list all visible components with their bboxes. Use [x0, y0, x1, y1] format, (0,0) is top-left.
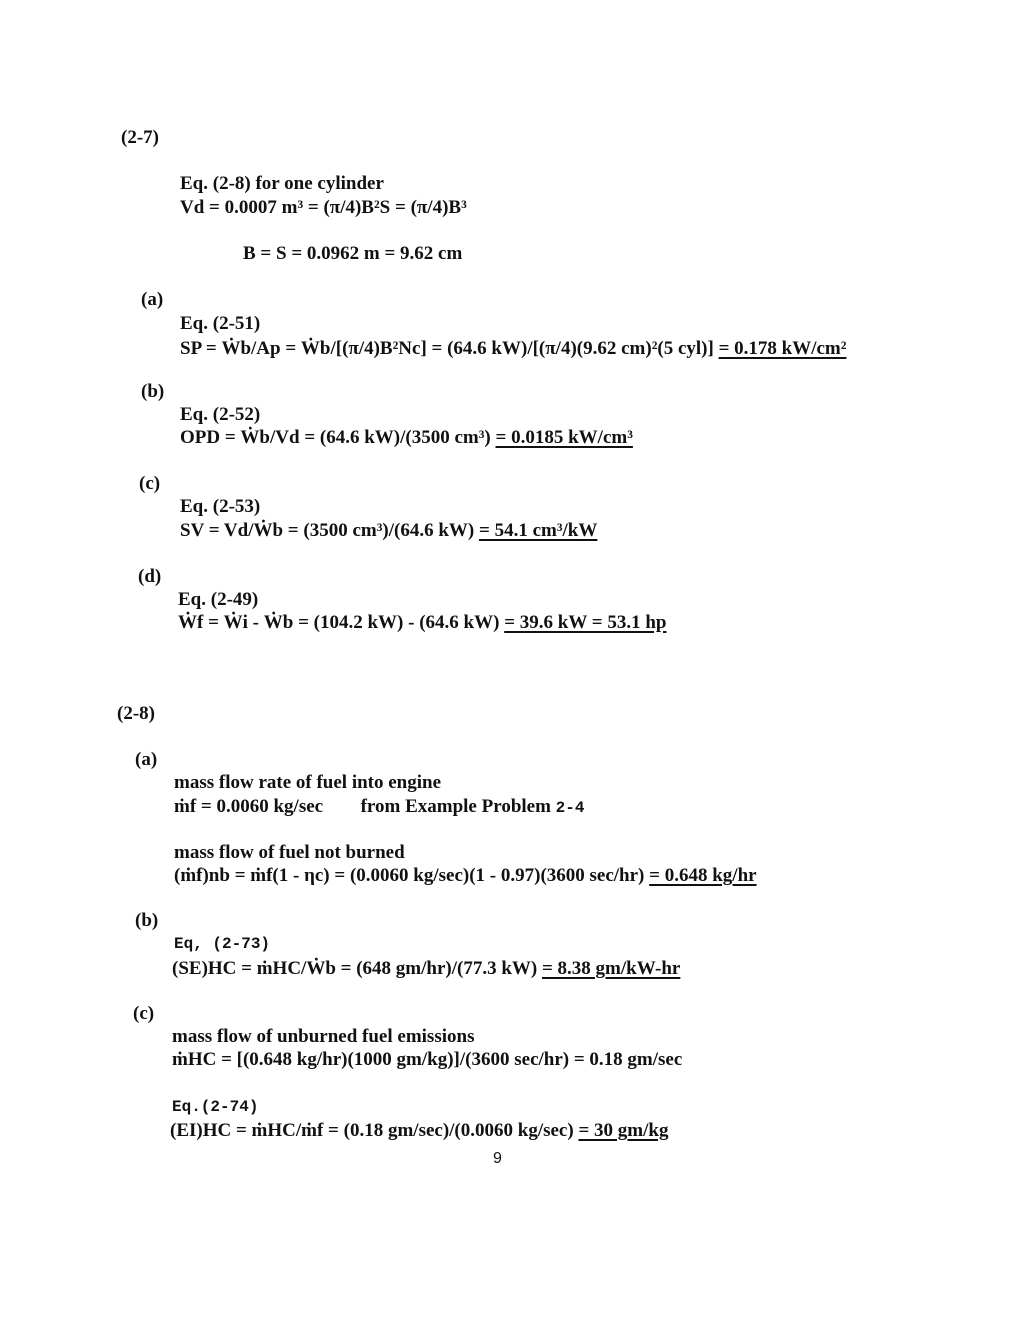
- source-problem-number: 2-4: [555, 799, 585, 817]
- part-b-label: (b): [141, 381, 165, 402]
- fuel-flow-value: ṁf = 0.0060 kg/sec: [174, 796, 324, 817]
- specific-volume-equation: [180, 521, 597, 540]
- bore-stroke-result: B = S = 0.0962 m = 9.62 cm: [243, 243, 463, 264]
- sv-calc: SV = Vd/Ẇb = (3500 cm³)/(64.6 kW): [180, 520, 475, 541]
- eq-ref-2-53: Eq. (2-53): [180, 496, 261, 517]
- hc-mass-flow-equation: ṁHC = [(0.648 kg/hr)(1000 gm/kg)]/(3600 sec/hr) = 0.18 gm/sec: [172, 1049, 683, 1070]
- fuel-flow-line: [174, 797, 584, 816]
- eq-ref-2-74: Eq.(2-74): [172, 1098, 259, 1116]
- problem-2-7-header: (2-7): [121, 127, 159, 148]
- eq-ref-2-52: Eq. (2-52): [180, 404, 261, 425]
- specific-emissions-calc: (SE)HC = ṁHC/Ẇb = (648 gm/hr)/(77.3 kW): [172, 958, 538, 979]
- emissions-index-result: = 30 gm/kg: [578, 1120, 669, 1141]
- friction-power-result: = 39.6 kW = 53.1 hp: [504, 612, 667, 633]
- unburned-flow-result: = 0.648 kg/hr: [649, 865, 757, 886]
- emissions-index-equation: [170, 1121, 668, 1140]
- unburned-flow-description: mass flow of fuel not burned: [174, 842, 405, 863]
- problem-2-8-header: (2-8): [117, 703, 155, 724]
- part-d-label: (d): [138, 566, 162, 587]
- part-b-label-2: (b): [135, 910, 159, 931]
- specific-emissions-equation: [172, 959, 680, 978]
- unburned-flow-calc: (ṁf)nb = ṁf(1 - ηc) = (0.0060 kg/sec)(1 - 0.97)(3600 sec/hr): [174, 865, 645, 886]
- specific-power-calc: SP = Ẇb/Ap = Ẇb/[(π/4)B²Nc] = (64.6 kW)/[(π/4)(9.62 cm)²(5 cyl)]: [180, 338, 714, 359]
- part-c-label: (c): [139, 473, 161, 494]
- eq-ref-2-51: Eq. (2-51): [180, 313, 261, 334]
- specific-power-equation: [180, 339, 846, 358]
- specific-power-result: = 0.178 kW/cm²: [718, 338, 847, 359]
- output-per-displacement-equation: [180, 428, 633, 447]
- page-number: 9: [493, 1150, 502, 1167]
- eq-ref-2-49: Eq. (2-49): [178, 589, 259, 610]
- friction-power-equation: [178, 613, 666, 632]
- part-a-label: (a): [141, 289, 164, 310]
- emissions-index-calc: (EI)HC = ṁHC/ṁf = (0.18 gm/sec)/(0.0060 kg/sec): [170, 1120, 574, 1141]
- eq-ref-2-8: Eq. (2-8) for one cylinder: [180, 173, 384, 194]
- displacement-equation: Vd = 0.0007 m³ = (π/4)B²S = (π/4)B³: [180, 197, 467, 218]
- opd-result: = 0.0185 kW/cm³: [495, 427, 633, 448]
- source-reference: from Example Problem: [360, 796, 551, 817]
- friction-power-calc: Ẇf = Ẇi - Ẇb = (104.2 kW) - (64.6 kW): [178, 612, 500, 633]
- fuel-flow-description: mass flow rate of fuel into engine: [174, 772, 442, 793]
- part-c-label-2: (c): [133, 1003, 155, 1024]
- sv-result: = 54.1 cm³/kW: [479, 520, 598, 541]
- part-a-label-2: (a): [135, 749, 158, 770]
- unburned-emissions-description: mass flow of unburned fuel emissions: [172, 1026, 475, 1047]
- unburned-flow-equation: [174, 866, 757, 885]
- eq-ref-2-73: Eq, (2-73): [174, 935, 271, 953]
- specific-emissions-result: = 8.38 gm/kW-hr: [541, 958, 681, 979]
- opd-calc: OPD = Ẇb/Vd = (64.6 kW)/(3500 cm³): [180, 427, 491, 448]
